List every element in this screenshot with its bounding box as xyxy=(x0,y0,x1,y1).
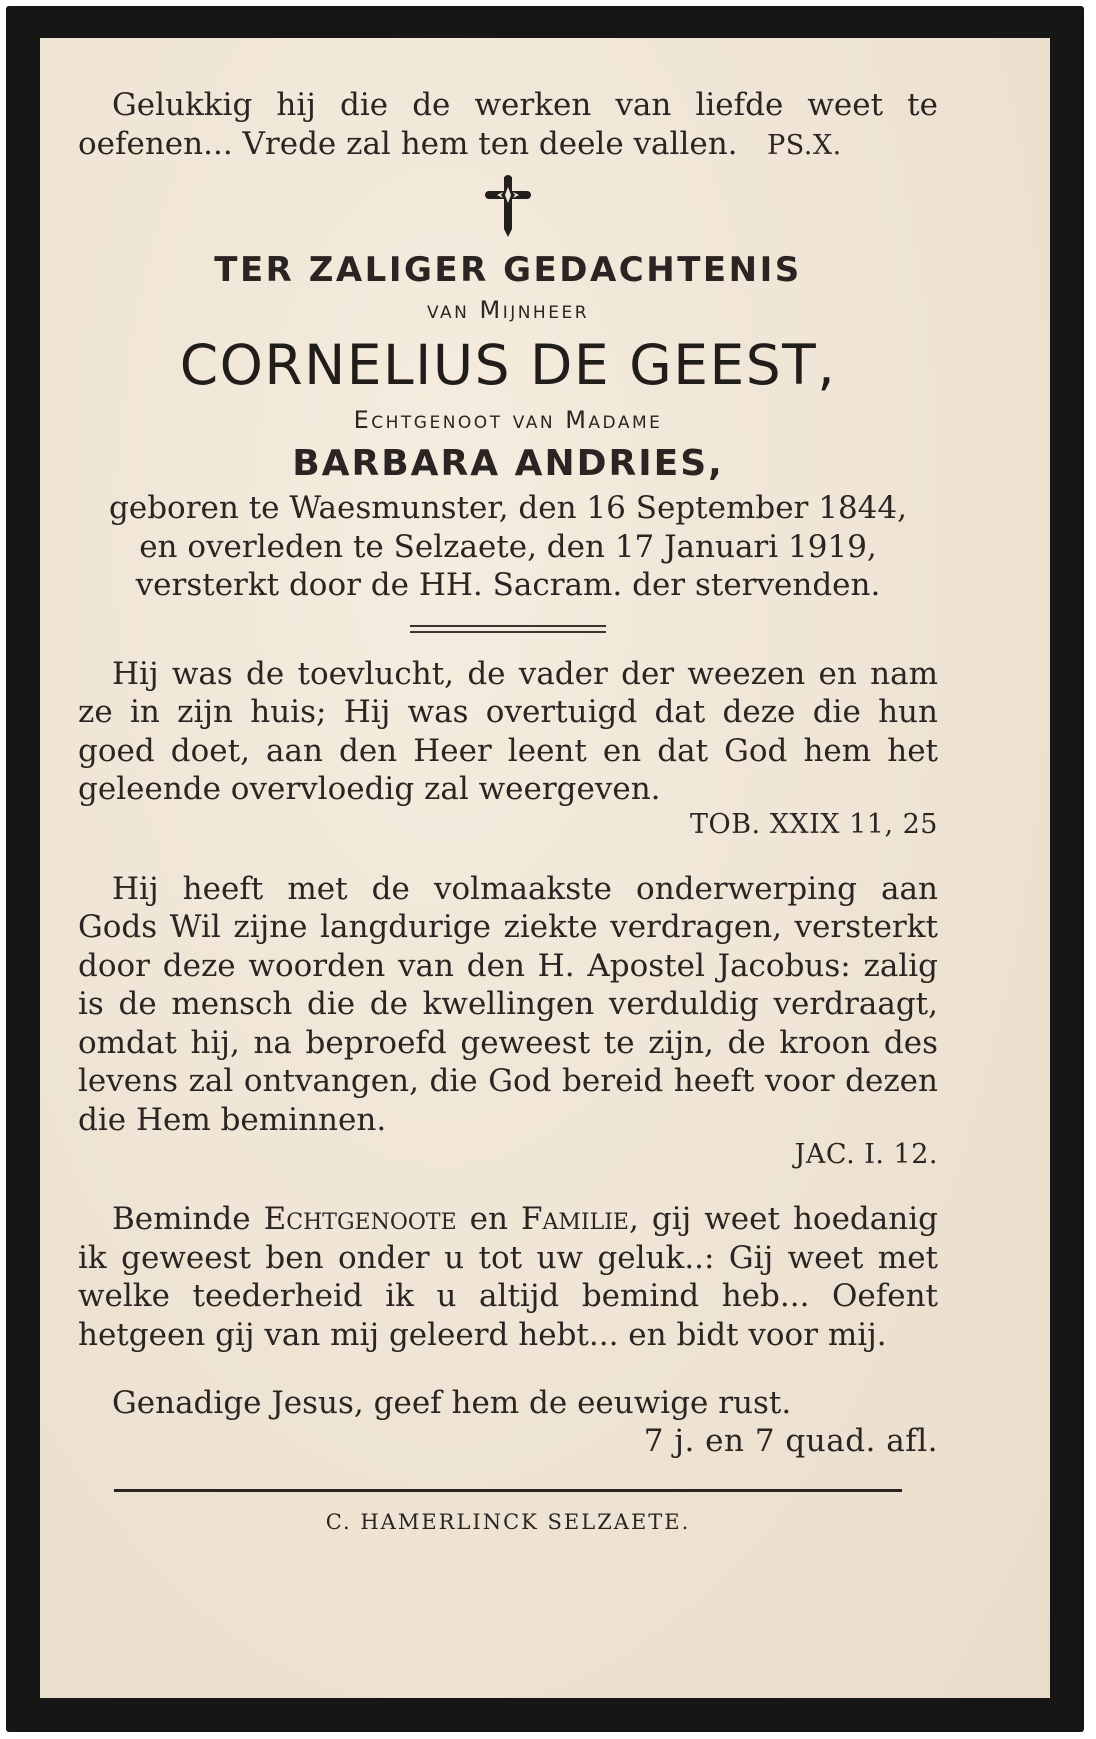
birth-line: geboren te Waesmunster, den 16 September 1844, xyxy=(109,490,907,526)
ornate-cross-icon xyxy=(485,175,531,239)
family-text-a: Beminde xyxy=(112,1201,264,1237)
deceased-name: CORNELIUS DE GEEST, xyxy=(179,333,837,397)
bottom-divider xyxy=(114,1489,902,1492)
family-text-e: , gij weet hoedanig ik geweest ben onder u tot uw geluk..: Gij weet met welke teederheid ik u altijd bemind heb... Oefent hetgeen gij van mij geleerd hebt... en bidt voor mij. xyxy=(78,1201,938,1353)
paragraph-refuge: Hij was de toevlucht, de vader der weezen en nam ze in zijn huis; Hij was overtuigd dat deze die hun goed doet, aan den Heer leent en dat God hem het geleende overvloedig zal weergeven. xyxy=(78,655,938,807)
card-content xyxy=(78,86,938,1534)
family-text-spouse: Echtgenoote xyxy=(263,1201,457,1237)
life-dates xyxy=(78,489,938,605)
death-line: en overleden te Selzaete, den 17 Januari 1919, xyxy=(139,528,877,565)
family-text-family: Familie xyxy=(521,1201,629,1237)
sacraments-line: versterkt door de HH. Sacram. der stervenden. xyxy=(135,567,881,603)
epigraph-text: Gelukkig hij die de werken van liefde weet te oefenen... Vrede zal hem ten deele vallen. xyxy=(78,87,938,162)
paragraph-family xyxy=(78,1200,938,1354)
tobias-reference: TOB. XXIX 11, 25 xyxy=(690,808,938,840)
epigraph xyxy=(78,86,938,165)
paragraph-submission: Hij heeft met de volmaakste onderwerping aan Gods Wil zijne langdurige ziekte verdragen, versterkt door deze woorden van den H. Apostel Jacobus: zalig is de mensch die de kwellingen verduldig verdraagt, omdat hij, na beproefd geweest te zijn, de kroon des levens zal ontvangen, die God bereid heeft voor dezen die Hem beminnen. xyxy=(78,870,938,1138)
memorial-title: TER ZALIGER GEDACHTENIS xyxy=(214,250,802,290)
van-mijnheer: van Mijnheer xyxy=(426,296,590,324)
printer-imprint: C. HAMERLINCK SELZAETE. xyxy=(325,1509,691,1534)
spouse-name: BARBARA ANDRIES, xyxy=(292,443,724,484)
epigraph-ref: PS.X. xyxy=(767,129,842,161)
prayer-line: Genadige Jesus, geef hem de eeuwige rust. xyxy=(112,1385,792,1421)
spouse-prefix: Echtgenoot van Madame xyxy=(353,406,663,434)
family-text-c: en xyxy=(456,1201,521,1237)
jacobus-reference: JAC. I. 12. xyxy=(794,1139,938,1170)
indulgence-line: 7 j. en 7 quad. afl. xyxy=(643,1422,938,1459)
double-divider xyxy=(410,625,606,633)
cross-wrap xyxy=(78,165,938,249)
